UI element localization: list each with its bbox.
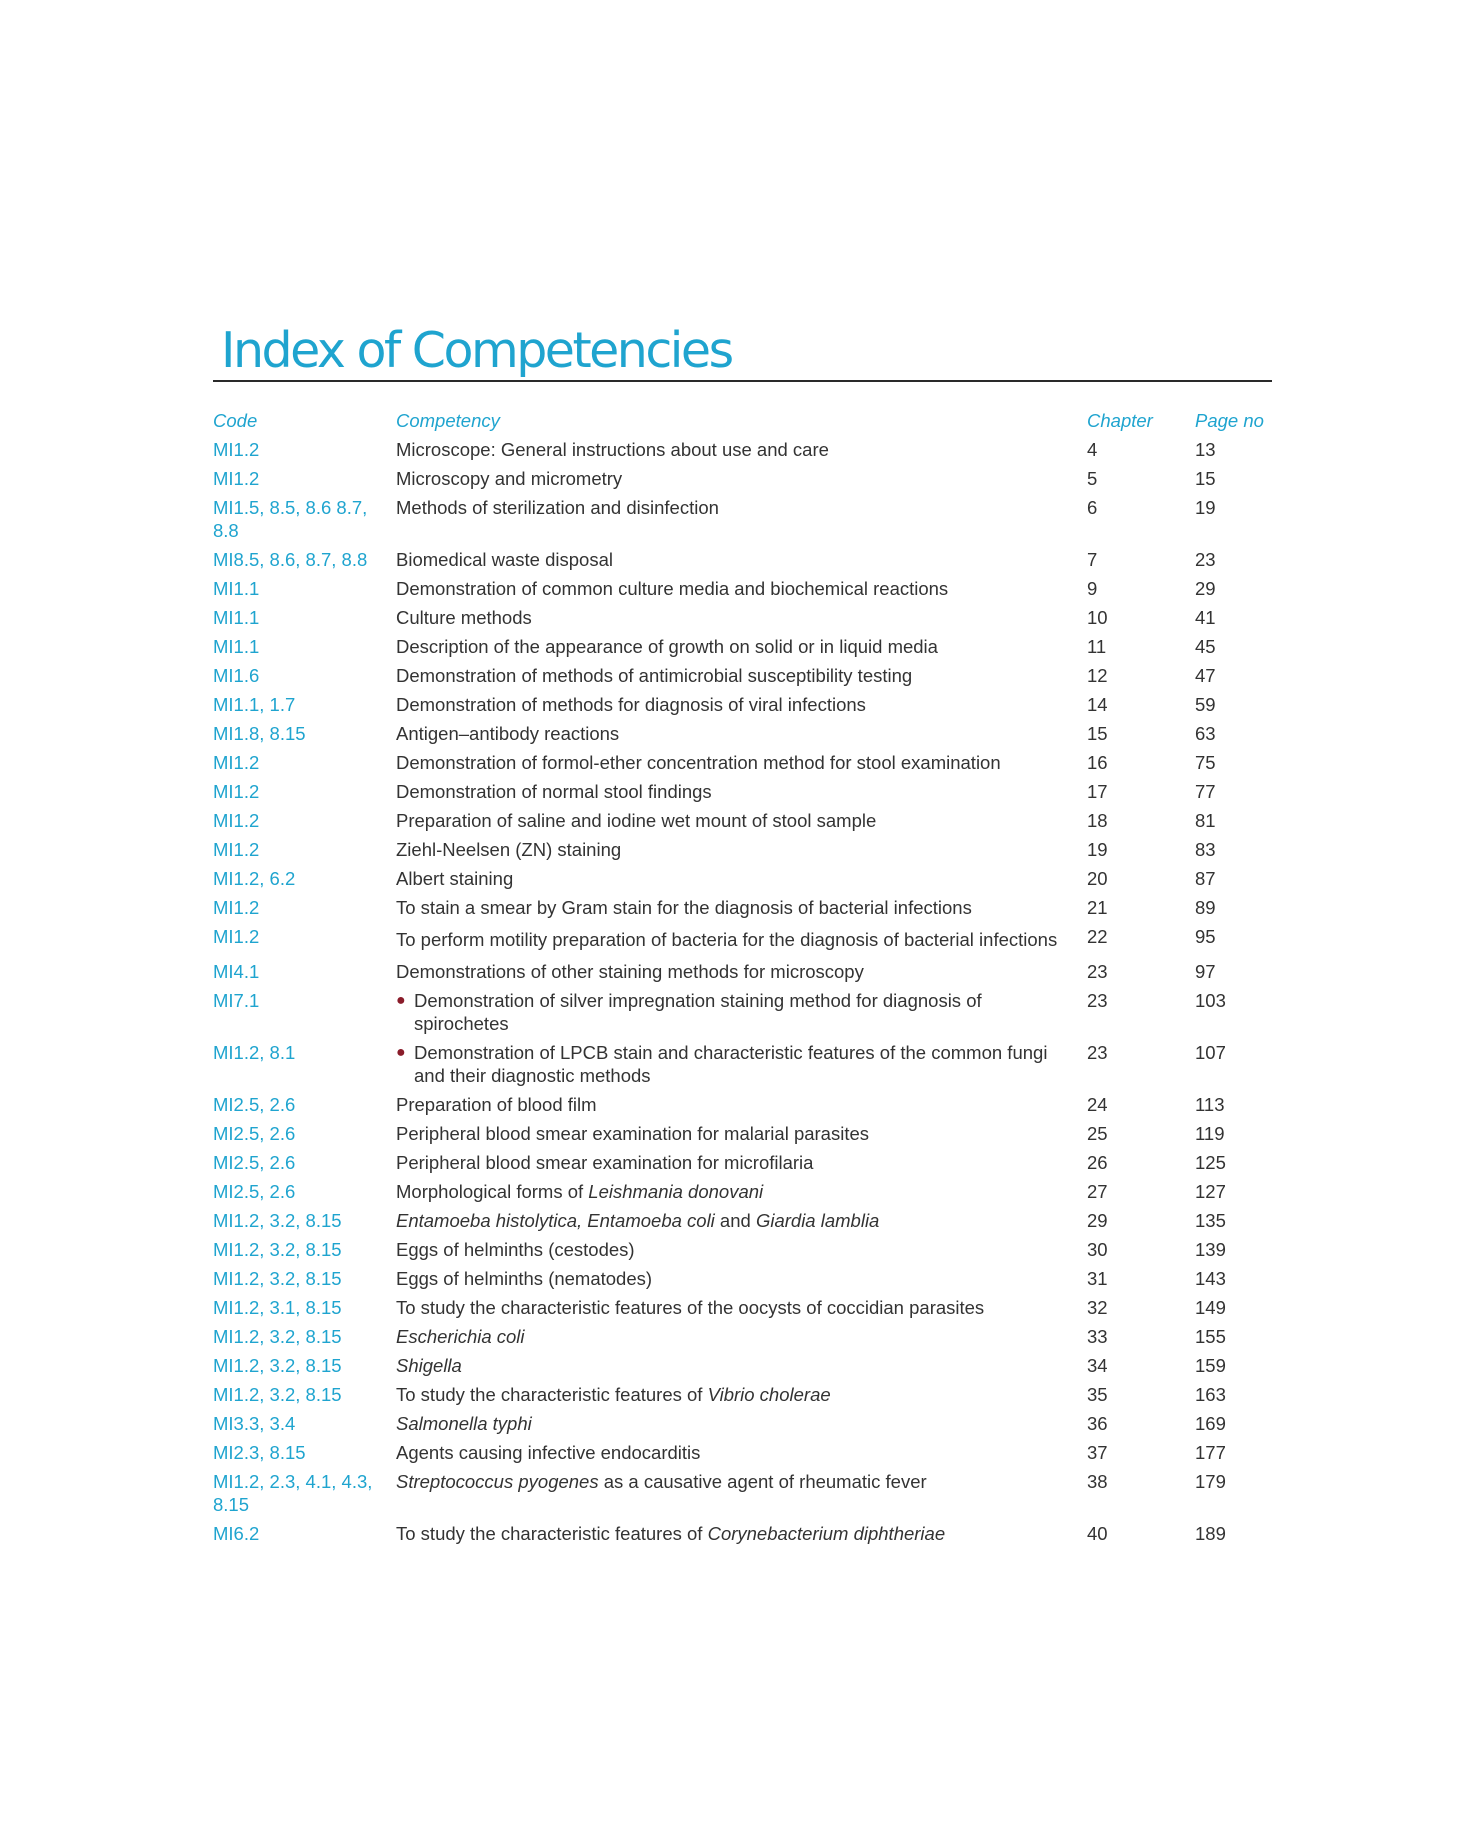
page-cell: 119 — [1195, 1123, 1225, 1144]
table-header-row — [213, 410, 1272, 438]
competency-text: and — [714, 1210, 756, 1231]
competency-italic-text: Entamoeba histolytica, Entamoeba coli — [396, 1210, 715, 1231]
table-row — [213, 1122, 1272, 1151]
competency-cell — [396, 1441, 1087, 1470]
competency-cell — [396, 809, 1087, 838]
competency-text: Morphological forms of — [396, 1181, 589, 1202]
table-row — [213, 838, 1272, 867]
table-row — [213, 635, 1272, 664]
page-cell: 77 — [1195, 781, 1216, 802]
table-row — [213, 664, 1272, 693]
chapter-cell: 23 — [1087, 990, 1108, 1011]
competency-italic-text: Giardia lamblia — [755, 1210, 880, 1231]
table-row — [213, 809, 1272, 838]
chapter-cell: 6 — [1087, 497, 1098, 518]
code-cell: MI7.1 — [213, 990, 260, 1011]
competency-text: Demonstration of normal stool findings — [396, 781, 712, 802]
page-cell: 177 — [1195, 1442, 1226, 1463]
code-cell: MI1.2 — [213, 468, 260, 489]
chapter-cell: 31 — [1087, 1268, 1108, 1289]
competency-text: Eggs of helminths (nematodes) — [396, 1268, 653, 1289]
competency-text: Agents causing infective endocarditis — [396, 1442, 701, 1463]
page-cell: 113 — [1195, 1094, 1225, 1115]
code-cell: MI6.2 — [213, 1523, 260, 1544]
chapter-cell: 33 — [1087, 1326, 1108, 1347]
table-row — [213, 751, 1272, 780]
chapter-cell: 29 — [1087, 1210, 1108, 1231]
chapter-cell: 26 — [1087, 1152, 1108, 1173]
competency-cell — [396, 780, 1087, 809]
competency-text: Demonstration of methods for diagnosis of viral infections — [396, 694, 866, 715]
table-row — [213, 1151, 1272, 1180]
chapter-cell: 40 — [1087, 1523, 1108, 1544]
competency-text: Culture methods — [396, 607, 532, 628]
competency-cell — [396, 1041, 1087, 1093]
competency-text: as a causative agent of rheumatic fever — [598, 1471, 927, 1492]
code-cell: MI1.2 — [213, 781, 260, 802]
competency-cell — [396, 867, 1087, 896]
chapter-cell: 20 — [1087, 868, 1108, 889]
page-cell: 19 — [1195, 497, 1216, 518]
competency-cell — [396, 577, 1087, 606]
competency-cell — [396, 467, 1087, 496]
code-cell: MI1.2 — [213, 839, 260, 860]
competency-cell — [396, 896, 1087, 925]
competency-text: To study the characteristic features of the oocysts of coccidian parasites — [396, 1297, 985, 1318]
table-row — [213, 467, 1272, 496]
document-page — [213, 322, 1272, 1551]
code-cell: MI1.2 — [213, 752, 260, 773]
page-cell: 41 — [1195, 607, 1216, 628]
chapter-cell: 19 — [1087, 839, 1108, 860]
table-row — [213, 438, 1272, 467]
competency-italic-text: Shigella — [396, 1355, 462, 1376]
competency-text: To perform motility preparation of bacteria for the diagnosis of bacterial infections — [396, 929, 1058, 950]
competency-text: To stain a smear by Gram stain for the diagnosis of bacterial infections — [396, 897, 972, 918]
competency-italic-text: Escherichia coli — [396, 1326, 525, 1347]
code-cell: MI2.5, 2.6 — [213, 1094, 296, 1115]
page-cell: 103 — [1195, 990, 1226, 1011]
code-cell: MI1.2, 3.2, 8.15 — [213, 1239, 342, 1260]
chapter-cell: 9 — [1087, 578, 1098, 599]
header-page: Page no — [1195, 410, 1264, 431]
code-cell: MI1.1 — [213, 607, 260, 628]
table-row — [213, 989, 1272, 1041]
competency-cell — [396, 1093, 1087, 1122]
chapter-cell: 5 — [1087, 468, 1098, 489]
code-cell: MI1.2, 3.2, 8.15 — [213, 1268, 342, 1289]
chapter-cell: 36 — [1087, 1413, 1108, 1434]
competency-cell — [396, 722, 1087, 751]
competency-cell — [396, 1238, 1087, 1267]
competency-cell — [396, 1209, 1087, 1238]
competency-cell — [396, 664, 1087, 693]
code-cell: MI1.2, 2.3, 4.1, 4.3, 8.15 — [213, 1471, 373, 1515]
code-cell: MI2.5, 2.6 — [213, 1181, 296, 1202]
competency-text: Microscopy and micrometry — [396, 468, 623, 489]
chapter-cell: 23 — [1087, 1042, 1108, 1063]
bullet-icon: ● — [396, 1044, 406, 1061]
code-cell: MI1.2, 3.2, 8.15 — [213, 1326, 342, 1347]
page-cell: 97 — [1195, 961, 1216, 982]
competency-cell — [396, 1122, 1087, 1151]
table-row — [213, 925, 1272, 960]
chapter-cell: 30 — [1087, 1239, 1108, 1260]
code-cell: MI8.5, 8.6, 8.7, 8.8 — [213, 549, 368, 570]
competency-text: To study the characteristic features of — [396, 1384, 708, 1405]
competency-cell — [396, 751, 1087, 780]
chapter-cell: 37 — [1087, 1442, 1108, 1463]
competency-cell — [396, 989, 1087, 1041]
chapter-cell: 18 — [1087, 810, 1108, 831]
table-row — [213, 1296, 1272, 1325]
page-cell: 29 — [1195, 578, 1216, 599]
competency-text: Demonstration of methods of antimicrobial susceptibility testing — [396, 665, 913, 686]
code-cell: MI2.3, 8.15 — [213, 1442, 306, 1463]
table-row — [213, 960, 1272, 989]
code-cell: MI1.2 — [213, 897, 260, 918]
table-row — [213, 1522, 1272, 1551]
chapter-cell: 34 — [1087, 1355, 1108, 1376]
code-cell: MI1.2 — [213, 810, 260, 831]
chapter-cell: 11 — [1087, 636, 1107, 657]
code-cell: MI1.1 — [213, 636, 260, 657]
page-cell: 149 — [1195, 1297, 1226, 1318]
page-cell: 45 — [1195, 636, 1216, 657]
competency-italic-text: Streptococcus pyogenes — [396, 1471, 599, 1492]
chapter-cell: 23 — [1087, 961, 1108, 982]
competency-text: Peripheral blood smear examination for malarial parasites — [396, 1123, 870, 1144]
chapter-cell: 27 — [1087, 1181, 1108, 1202]
table-row — [213, 1041, 1272, 1093]
bullet-icon: ● — [396, 992, 406, 1009]
table-row — [213, 1209, 1272, 1238]
page-cell: 127 — [1195, 1181, 1226, 1202]
code-cell: MI1.2, 6.2 — [213, 868, 296, 889]
table-row — [213, 496, 1272, 548]
table-body — [213, 438, 1272, 1551]
competency-cell — [396, 1325, 1087, 1354]
table-row — [213, 1383, 1272, 1412]
competency-cell — [396, 1470, 1087, 1522]
table-row — [213, 548, 1272, 577]
page-cell: 63 — [1195, 723, 1216, 744]
table-row — [213, 1238, 1272, 1267]
table-row — [213, 722, 1272, 751]
competency-cell — [396, 438, 1087, 467]
competency-italic-text: Corynebacterium diphtheriae — [707, 1523, 946, 1544]
code-cell: MI1.1, 1.7 — [213, 694, 296, 715]
competency-text: Peripheral blood smear examination for microfilaria — [396, 1152, 814, 1173]
chapter-cell: 7 — [1087, 549, 1098, 570]
competency-cell — [396, 1383, 1087, 1412]
competency-cell — [396, 635, 1087, 664]
title-rule — [213, 380, 1272, 382]
chapter-cell: 32 — [1087, 1297, 1108, 1318]
table-row — [213, 1470, 1272, 1522]
competency-cell — [396, 496, 1087, 548]
competency-text: Preparation of saline and iodine wet mount of stool sample — [396, 810, 877, 831]
code-cell: MI1.2, 8.1 — [213, 1042, 296, 1063]
page-cell: 143 — [1195, 1268, 1226, 1289]
competency-cell — [396, 606, 1087, 635]
competency-cell — [396, 925, 1087, 960]
table-row — [213, 1325, 1272, 1354]
table-row — [213, 1441, 1272, 1470]
table-row — [213, 1412, 1272, 1441]
competency-cell — [396, 1267, 1087, 1296]
code-cell: MI1.5, 8.5, 8.6 8.7, 8.8 — [213, 497, 368, 541]
competency-text: Description of the appearance of growth on solid or in liquid media — [396, 636, 938, 657]
page-cell: 81 — [1195, 810, 1216, 831]
page-cell: 107 — [1195, 1042, 1226, 1063]
chapter-cell: 4 — [1087, 439, 1098, 460]
code-cell: MI1.2 — [213, 439, 260, 460]
competency-text: Demonstration of common culture media and biochemical reactions — [396, 578, 949, 599]
table-row — [213, 867, 1272, 896]
page-cell: 59 — [1195, 694, 1216, 715]
code-cell: MI1.2 — [213, 926, 260, 947]
competency-cell — [396, 548, 1087, 577]
chapter-cell: 38 — [1087, 1471, 1108, 1492]
chapter-cell: 10 — [1087, 607, 1108, 628]
table-row — [213, 780, 1272, 809]
competency-text: Ziehl-Neelsen (ZN) staining — [396, 839, 622, 860]
header-chapter: Chapter — [1087, 410, 1153, 431]
page-cell: 75 — [1195, 752, 1216, 773]
competency-text: Biomedical waste disposal — [396, 549, 613, 570]
competency-text: Preparation of blood film — [396, 1094, 597, 1115]
page-cell: 47 — [1195, 665, 1216, 686]
code-cell: MI1.2, 3.2, 8.15 — [213, 1384, 342, 1405]
chapter-cell: 16 — [1087, 752, 1108, 773]
code-cell: MI1.2, 3.2, 8.15 — [213, 1210, 342, 1231]
competency-cell — [396, 838, 1087, 867]
page-cell: 87 — [1195, 868, 1216, 889]
table-row — [213, 1354, 1272, 1383]
competency-text: Demonstration of silver impregnation staining method for diagnosis of spirochetes — [414, 990, 982, 1034]
competency-text: Eggs of helminths (cestodes) — [396, 1239, 635, 1260]
table-row — [213, 896, 1272, 925]
code-cell: MI2.5, 2.6 — [213, 1152, 296, 1173]
table-row — [213, 1093, 1272, 1122]
code-cell: MI1.6 — [213, 665, 260, 686]
competency-cell — [396, 1151, 1087, 1180]
competency-italic-text: Leishmania donovani — [588, 1181, 764, 1202]
chapter-cell: 22 — [1087, 926, 1108, 947]
table-row — [213, 693, 1272, 722]
page-cell: 159 — [1195, 1355, 1226, 1376]
code-cell: MI1.1 — [213, 578, 260, 599]
competency-cell — [396, 693, 1087, 722]
page-cell: 189 — [1195, 1523, 1226, 1544]
page-cell: 155 — [1195, 1326, 1226, 1347]
competency-text: Microscope: General instructions about use and care — [396, 439, 829, 460]
chapter-cell: 12 — [1087, 665, 1108, 686]
code-cell: MI2.5, 2.6 — [213, 1123, 296, 1144]
chapter-cell: 15 — [1087, 723, 1108, 744]
header-code: Code — [213, 410, 258, 431]
chapter-cell: 35 — [1087, 1384, 1108, 1405]
competency-text: Demonstration of formol-ether concentration method for stool examination — [396, 752, 1001, 773]
code-cell: MI1.2, 3.1, 8.15 — [213, 1297, 342, 1318]
page-cell: 163 — [1195, 1384, 1226, 1405]
table-row — [213, 577, 1272, 606]
competency-cell — [396, 960, 1087, 989]
competency-text: Demonstrations of other staining methods for microscopy — [396, 961, 864, 982]
competency-italic-text: Salmonella typhi — [396, 1413, 532, 1434]
chapter-cell: 21 — [1087, 897, 1108, 918]
chapter-cell: 14 — [1087, 694, 1108, 715]
page-cell: 169 — [1195, 1413, 1226, 1434]
table-row — [213, 606, 1272, 635]
competency-cell — [396, 1412, 1087, 1441]
competency-text: Albert staining — [396, 868, 514, 889]
competency-table — [213, 410, 1272, 1551]
chapter-cell: 25 — [1087, 1123, 1108, 1144]
competency-text: Demonstration of LPCB stain and characteristic features of the common fungi and their diagnostic methods — [414, 1042, 1048, 1086]
page-cell: 135 — [1195, 1210, 1226, 1231]
chapter-cell: 17 — [1087, 781, 1108, 802]
competency-cell — [396, 1296, 1087, 1325]
competency-cell — [396, 1354, 1087, 1383]
code-cell: MI1.8, 8.15 — [213, 723, 306, 744]
header-competency: Competency — [396, 410, 500, 431]
competency-text: To study the characteristic features of — [396, 1523, 708, 1544]
chapter-cell: 24 — [1087, 1094, 1108, 1115]
page-cell: 23 — [1195, 549, 1216, 570]
competency-text: Methods of sterilization and disinfection — [396, 497, 719, 518]
page-title: Index of Competencies — [221, 322, 732, 379]
code-cell: MI1.2, 3.2, 8.15 — [213, 1355, 342, 1376]
table-row — [213, 1267, 1272, 1296]
page-cell: 13 — [1195, 439, 1216, 460]
competency-cell — [396, 1180, 1087, 1209]
page-cell: 179 — [1195, 1471, 1226, 1492]
page-cell: 89 — [1195, 897, 1216, 918]
competency-italic-text: Vibrio cholerae — [707, 1384, 831, 1405]
competency-text: Antigen–antibody reactions — [396, 723, 620, 744]
page-cell: 125 — [1195, 1152, 1226, 1173]
page-cell: 15 — [1195, 468, 1216, 489]
page-cell: 83 — [1195, 839, 1216, 860]
competency-cell — [396, 1522, 1087, 1551]
page-cell: 139 — [1195, 1239, 1226, 1260]
page-cell: 95 — [1195, 926, 1216, 947]
code-cell: MI3.3, 3.4 — [213, 1413, 296, 1434]
code-cell: MI4.1 — [213, 961, 260, 982]
table-row — [213, 1180, 1272, 1209]
